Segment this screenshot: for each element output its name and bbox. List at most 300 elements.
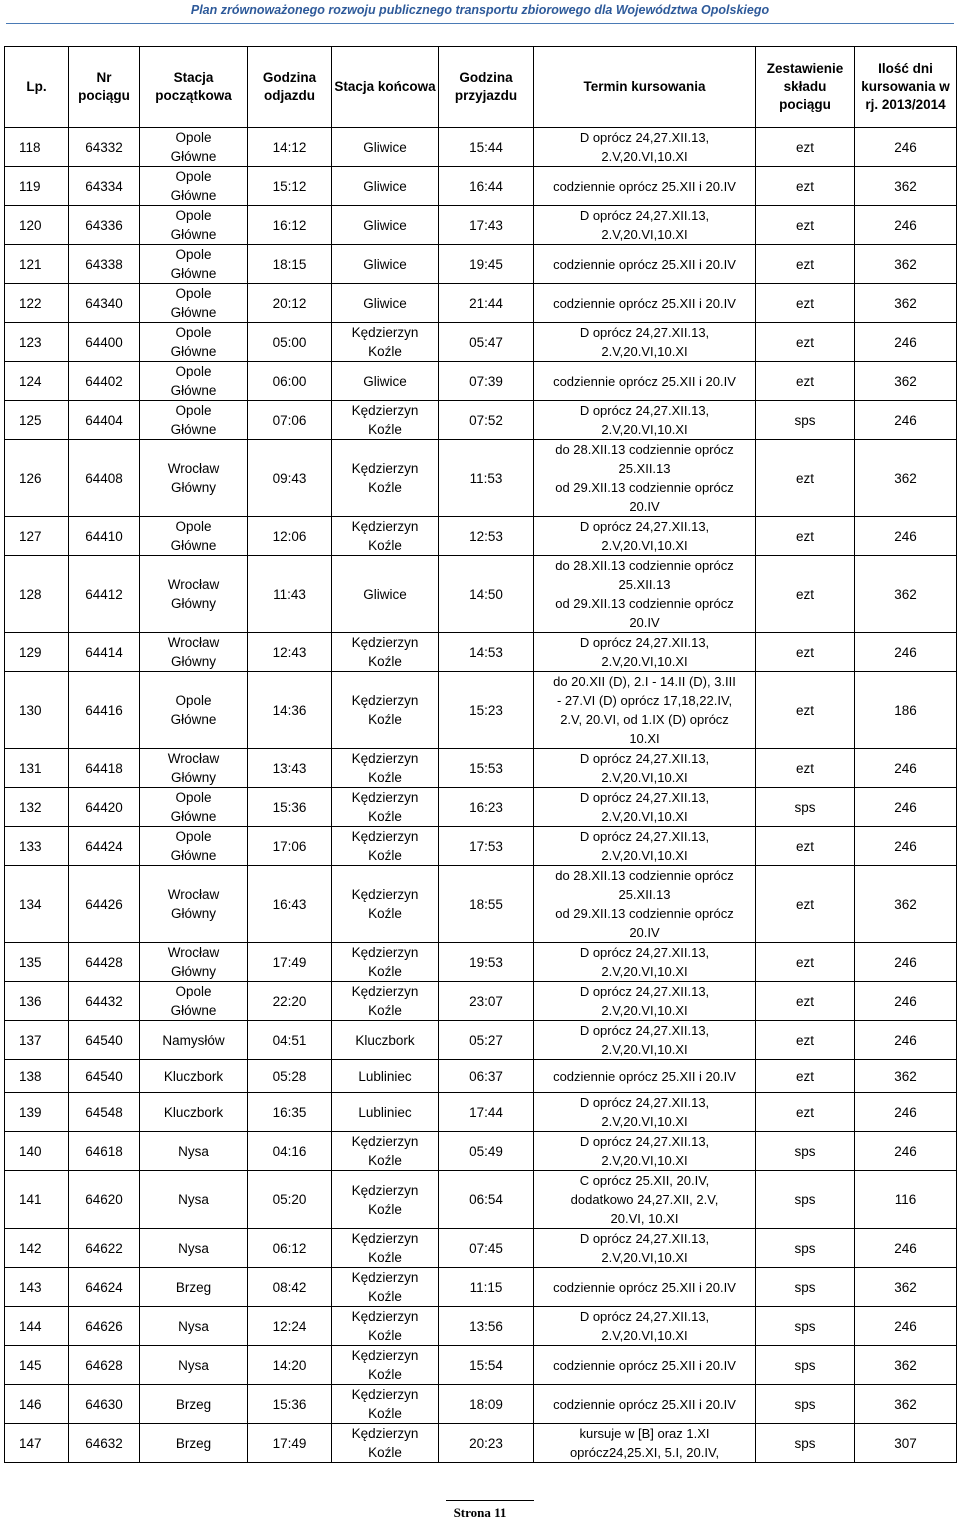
- cell-end-station: [332, 1021, 439, 1060]
- cell-end-station-line: Kędzierzyn: [351, 829, 419, 844]
- cell-train-number: 64626: [69, 1307, 140, 1346]
- cell-lp: 139: [5, 1093, 69, 1132]
- cell-end-station-line: Kędzierzyn: [351, 403, 419, 418]
- cell-end-station: [332, 943, 439, 982]
- cell-start-station-line: Główne: [170, 188, 217, 203]
- cell-end-station-line: Gliwice: [363, 295, 407, 311]
- cell-start-station-line: Główny: [170, 770, 216, 785]
- cell-start-station: [140, 167, 248, 206]
- cell-schedule-terms: [534, 401, 756, 440]
- cell-end-station-line: Koźle: [368, 1289, 402, 1304]
- cell-departure-time: 14:12: [248, 128, 332, 167]
- cell-end-station-line: Koźle: [368, 770, 402, 785]
- cell-departure-time: 15:36: [248, 1385, 332, 1424]
- cell-end-station: [332, 866, 439, 943]
- cell-start-station-line: Opole: [175, 247, 212, 262]
- cell-train-set: ezt: [756, 206, 855, 245]
- page-header-title: Plan zrównoważonego rozwoju publicznego transportu zbiorowego dla Województwa Opolskiego: [190, 3, 770, 17]
- cell-schedule-terms: [534, 128, 756, 167]
- cell-start-station: [140, 517, 248, 556]
- cell-train-set: sps: [756, 788, 855, 827]
- cell-schedule-terms-line: D oprócz 24,27.XII.13,: [579, 984, 710, 999]
- cell-arrival-time: 11:53: [439, 440, 534, 517]
- cell-train-number: 64618: [69, 1132, 140, 1171]
- cell-schedule-terms-line: 2.V,20.VI,10.XI: [601, 149, 688, 164]
- cell-schedule-terms-line: do 28.XII.13 codziennie oprócz: [555, 868, 734, 883]
- cell-departure-time: 16:12: [248, 206, 332, 245]
- cell-lp: 140: [5, 1132, 69, 1171]
- cell-start-station-line: Główne: [170, 848, 217, 863]
- cell-train-set: ezt: [756, 556, 855, 633]
- cell-train-set: sps: [756, 1229, 855, 1268]
- cell-end-station-line: Kędzierzyn: [351, 984, 419, 999]
- cell-schedule-terms: [534, 1385, 756, 1424]
- cell-end-station-line: Lubliniec: [358, 1104, 412, 1120]
- cell-days-count: 362: [855, 362, 957, 401]
- header-lp: Lp.: [5, 47, 69, 128]
- table-row: [5, 1229, 957, 1268]
- cell-days-count: 246: [855, 1093, 957, 1132]
- cell-schedule-terms-line: dodatkowo 24,27.XII, 2.V,: [570, 1192, 719, 1207]
- cell-schedule-terms: [534, 556, 756, 633]
- cell-start-station-line: Wrocław: [167, 945, 220, 960]
- cell-end-station: [332, 440, 439, 517]
- cell-schedule-terms-line: 25.XII.13: [618, 461, 671, 476]
- cell-departure-time: 06:00: [248, 362, 332, 401]
- cell-schedule-terms: [534, 323, 756, 362]
- cell-train-set: sps: [756, 1307, 855, 1346]
- cell-lp: 121: [5, 245, 69, 284]
- cell-departure-time: 08:42: [248, 1268, 332, 1307]
- cell-schedule-terms-line: - 27.VI (D) oprócz 17,18,22.IV,: [556, 693, 733, 708]
- cell-schedule-terms-line: 2.V,20.VI,10.XI: [601, 1114, 688, 1129]
- cell-arrival-time: 05:27: [439, 1021, 534, 1060]
- cell-schedule-terms-line: do 28.XII.13 codziennie oprócz: [555, 442, 734, 457]
- cell-schedule-terms-line: D oprócz 24,27.XII.13,: [579, 1309, 710, 1324]
- cell-schedule-terms: [534, 284, 756, 323]
- header-divider: [6, 23, 954, 24]
- cell-train-set: ezt: [756, 672, 855, 749]
- table-row: [5, 943, 957, 982]
- cell-departure-time: 05:20: [248, 1171, 332, 1229]
- cell-days-count: 246: [855, 1307, 957, 1346]
- cell-schedule-terms-line: codziennie oprócz 25.XII i 20.IV: [553, 1396, 736, 1412]
- page-number: Strona 11: [453, 1505, 507, 1520]
- cell-arrival-time: 17:43: [439, 206, 534, 245]
- cell-end-station: [332, 245, 439, 284]
- cell-end-station-line: Gliwice: [363, 178, 407, 194]
- cell-lp: 133: [5, 827, 69, 866]
- table-header-row: [5, 47, 957, 128]
- cell-days-count: 246: [855, 401, 957, 440]
- cell-start-station-line: Główne: [170, 1003, 217, 1018]
- cell-arrival-time: 07:45: [439, 1229, 534, 1268]
- cell-arrival-time: 11:15: [439, 1268, 534, 1307]
- cell-end-station-line: Koźle: [368, 1201, 402, 1217]
- cell-days-count: 307: [855, 1424, 957, 1463]
- cell-start-station-line: Główne: [170, 383, 217, 398]
- table-row: [5, 866, 957, 943]
- cell-arrival-time: 19:53: [439, 943, 534, 982]
- cell-departure-time: 13:43: [248, 749, 332, 788]
- cell-start-station-line: Główne: [170, 422, 217, 437]
- cell-schedule-terms: [534, 633, 756, 672]
- cell-arrival-time: 06:54: [439, 1171, 534, 1229]
- table-row: [5, 1385, 957, 1424]
- cell-days-count: 362: [855, 440, 957, 517]
- cell-end-station-line: Gliwice: [363, 373, 407, 389]
- cell-end-station-line: Kędzierzyn: [351, 325, 419, 340]
- cell-schedule-terms: [534, 245, 756, 284]
- cell-days-count: 246: [855, 323, 957, 362]
- cell-start-station: [140, 1229, 248, 1268]
- cell-schedule-terms-line: D oprócz 24,27.XII.13,: [579, 208, 710, 223]
- cell-start-station: [140, 827, 248, 866]
- table-row: [5, 788, 957, 827]
- cell-start-station-line: Główny: [170, 480, 216, 495]
- cell-days-count: 362: [855, 167, 957, 206]
- cell-end-station-line: Kędzierzyn: [351, 1270, 419, 1285]
- cell-end-station-line: Gliwice: [363, 256, 407, 272]
- cell-end-station-line: Kędzierzyn: [351, 790, 419, 805]
- table-row: [5, 1060, 957, 1093]
- cell-start-station-line: Nysa: [178, 1240, 209, 1256]
- cell-start-station: [140, 1424, 248, 1463]
- cell-departure-time: 16:43: [248, 866, 332, 943]
- cell-start-station: [140, 556, 248, 633]
- cell-end-station-line: Koźle: [368, 480, 402, 495]
- cell-days-count: 246: [855, 517, 957, 556]
- table-row: [5, 167, 957, 206]
- cell-arrival-time: 21:44: [439, 284, 534, 323]
- cell-days-count: 362: [855, 245, 957, 284]
- cell-start-station-line: Główny: [170, 596, 216, 611]
- cell-end-station-line: Lubliniec: [358, 1068, 412, 1084]
- cell-start-station: [140, 1021, 248, 1060]
- cell-arrival-time: 15:44: [439, 128, 534, 167]
- cell-days-count: 246: [855, 827, 957, 866]
- cell-schedule-terms-line: 25.XII.13: [618, 887, 671, 902]
- cell-start-station-line: Opole: [175, 325, 212, 340]
- cell-arrival-time: 18:55: [439, 866, 534, 943]
- cell-lp: 129: [5, 633, 69, 672]
- cell-start-station-line: Brzeg: [175, 1279, 212, 1295]
- cell-schedule-terms: [534, 866, 756, 943]
- cell-schedule-terms-line: codziennie oprócz 25.XII i 20.IV: [553, 1068, 736, 1084]
- cell-departure-time: 14:20: [248, 1346, 332, 1385]
- cell-schedule-terms-line: D oprócz 24,27.XII.13,: [579, 829, 710, 844]
- cell-schedule-terms-line: 2.V,20.VI,10.XI: [601, 770, 688, 785]
- cell-start-station: [140, 206, 248, 245]
- cell-departure-time: 17:49: [248, 1424, 332, 1463]
- cell-schedule-terms-line: 2.V,20.VI,10.XI: [601, 227, 688, 242]
- cell-days-count: 362: [855, 556, 957, 633]
- cell-start-station: [140, 1060, 248, 1093]
- cell-end-station-line: Koźle: [368, 1445, 402, 1460]
- cell-end-station-line: Koźle: [368, 1367, 402, 1382]
- cell-train-set: ezt: [756, 323, 855, 362]
- cell-lp: 118: [5, 128, 69, 167]
- cell-schedule-terms-line: od 29.XII.13 codziennie oprócz: [555, 480, 734, 495]
- cell-train-set: ezt: [756, 1060, 855, 1093]
- cell-start-station: [140, 1132, 248, 1171]
- cell-lp: 143: [5, 1268, 69, 1307]
- cell-end-station: [332, 1307, 439, 1346]
- cell-end-station-line: Kędzierzyn: [351, 751, 419, 766]
- cell-schedule-terms-line: 2.V,20.VI,10.XI: [601, 654, 688, 669]
- cell-start-station-line: Główne: [170, 305, 217, 320]
- cell-schedule-terms-line: 20.IV: [629, 615, 660, 630]
- cell-lp: 135: [5, 943, 69, 982]
- cell-departure-time: 12:43: [248, 633, 332, 672]
- cell-end-station-line: Kędzierzyn: [351, 693, 419, 708]
- cell-schedule-terms-line: 2.V,20.VI,10.XI: [601, 538, 688, 553]
- cell-train-number: 64404: [69, 401, 140, 440]
- cell-start-station-line: Opole: [175, 693, 212, 708]
- cell-end-station-line: Koźle: [368, 1003, 402, 1018]
- table-row: [5, 1093, 957, 1132]
- cell-train-number: 64630: [69, 1385, 140, 1424]
- cell-start-station: [140, 672, 248, 749]
- cell-end-station-line: Kluczbork: [355, 1032, 415, 1048]
- cell-lp: 142: [5, 1229, 69, 1268]
- header-end-station: Stacja końcowa: [332, 47, 439, 128]
- cell-train-number: 64412: [69, 556, 140, 633]
- cell-start-station: [140, 128, 248, 167]
- cell-start-station-line: Opole: [175, 364, 212, 379]
- cell-schedule-terms-line: D oprócz 24,27.XII.13,: [579, 130, 710, 145]
- cell-arrival-time: 20:23: [439, 1424, 534, 1463]
- table-row: [5, 284, 957, 323]
- cell-start-station: [140, 749, 248, 788]
- cell-train-number: 64332: [69, 128, 140, 167]
- cell-schedule-terms: [534, 827, 756, 866]
- cell-start-station-line: Kluczbork: [163, 1104, 224, 1120]
- cell-end-station-line: Gliwice: [363, 586, 407, 602]
- cell-start-station-line: Opole: [175, 829, 212, 844]
- table-row: [5, 440, 957, 517]
- cell-departure-time: 15:12: [248, 167, 332, 206]
- cell-train-set: sps: [756, 401, 855, 440]
- cell-train-set: ezt: [756, 284, 855, 323]
- cell-train-set: ezt: [756, 749, 855, 788]
- cell-lp: 136: [5, 982, 69, 1021]
- cell-schedule-terms-line: codziennie oprócz 25.XII i 20.IV: [553, 373, 736, 389]
- cell-end-station-line: Kędzierzyn: [351, 635, 419, 650]
- cell-train-number: 64420: [69, 788, 140, 827]
- cell-departure-time: 05:00: [248, 323, 332, 362]
- table-row: [5, 982, 957, 1021]
- cell-schedule-terms-line: 20.IV: [629, 499, 660, 514]
- cell-train-number: 64426: [69, 866, 140, 943]
- cell-train-number: 64416: [69, 672, 140, 749]
- cell-train-set: ezt: [756, 1093, 855, 1132]
- cell-train-number: 64628: [69, 1346, 140, 1385]
- cell-schedule-terms-line: oprócz24,25.XI, 5.I, 20.IV,: [569, 1445, 720, 1460]
- cell-end-station-line: Kędzierzyn: [351, 1309, 419, 1324]
- cell-end-station-line: Kędzierzyn: [351, 1387, 419, 1402]
- cell-end-station-line: Koźle: [368, 848, 402, 863]
- cell-end-station-line: Koźle: [368, 712, 402, 727]
- cell-lp: 130: [5, 672, 69, 749]
- cell-end-station-line: Gliwice: [363, 139, 407, 155]
- cell-train-number: 64400: [69, 323, 140, 362]
- table-row: [5, 1021, 957, 1060]
- cell-schedule-terms-line: 2.V,20.VI,10.XI: [601, 1003, 688, 1018]
- cell-start-station-line: Główny: [170, 964, 216, 979]
- cell-schedule-terms: [534, 749, 756, 788]
- cell-days-count: 246: [855, 633, 957, 672]
- cell-end-station-line: Koźle: [368, 654, 402, 669]
- cell-train-number: 64334: [69, 167, 140, 206]
- header-schedule-terms: Termin kursowania: [534, 47, 756, 128]
- cell-end-station: [332, 323, 439, 362]
- table-row: [5, 1268, 957, 1307]
- cell-schedule-terms-line: 2.V,20.VI,10.XI: [601, 809, 688, 824]
- cell-schedule-terms: [534, 206, 756, 245]
- cell-end-station: [332, 1385, 439, 1424]
- cell-days-count: 246: [855, 788, 957, 827]
- table-row: [5, 1307, 957, 1346]
- cell-end-station-line: Koźle: [368, 964, 402, 979]
- cell-departure-time: 17:06: [248, 827, 332, 866]
- cell-lp: 137: [5, 1021, 69, 1060]
- cell-arrival-time: 06:37: [439, 1060, 534, 1093]
- cell-arrival-time: 13:56: [439, 1307, 534, 1346]
- cell-days-count: 246: [855, 128, 957, 167]
- cell-start-station-line: Opole: [175, 403, 212, 418]
- cell-end-station-line: Kędzierzyn: [351, 1231, 419, 1246]
- cell-departure-time: 15:36: [248, 788, 332, 827]
- cell-lp: 145: [5, 1346, 69, 1385]
- cell-start-station-line: Wrocław: [167, 461, 220, 476]
- cell-schedule-terms: [534, 943, 756, 982]
- cell-arrival-time: 14:50: [439, 556, 534, 633]
- cell-schedule-terms-line: 2.V,20.VI,10.XI: [601, 344, 688, 359]
- cell-end-station-line: Koźle: [368, 422, 402, 437]
- cell-end-station: [332, 749, 439, 788]
- cell-end-station: [332, 788, 439, 827]
- cell-schedule-terms: [534, 1021, 756, 1060]
- cell-end-station-line: Koźle: [368, 344, 402, 359]
- cell-lp: 146: [5, 1385, 69, 1424]
- cell-end-station: [332, 633, 439, 672]
- cell-start-station-line: Główne: [170, 344, 217, 359]
- cell-start-station-line: Opole: [175, 519, 212, 534]
- cell-schedule-terms: [534, 440, 756, 517]
- cell-schedule-terms-line: do 20.XII (D), 2.I - 14.II (D), 3.III: [553, 674, 736, 689]
- cell-days-count: 362: [855, 1268, 957, 1307]
- cell-departure-time: 12:24: [248, 1307, 332, 1346]
- cell-days-count: 362: [855, 866, 957, 943]
- cell-start-station: [140, 866, 248, 943]
- cell-lp: 122: [5, 284, 69, 323]
- cell-arrival-time: 07:52: [439, 401, 534, 440]
- cell-start-station-line: Wrocław: [167, 635, 220, 650]
- cell-days-count: 362: [855, 284, 957, 323]
- cell-train-number: 64540: [69, 1021, 140, 1060]
- cell-end-station-line: Kędzierzyn: [351, 461, 419, 476]
- cell-schedule-terms-line: 20.IV: [629, 925, 660, 940]
- cell-departure-time: 12:06: [248, 517, 332, 556]
- cell-schedule-terms-line: 2.V,20.VI,10.XI: [601, 1042, 688, 1057]
- cell-schedule-terms-line: D oprócz 24,27.XII.13,: [579, 1231, 710, 1246]
- cell-schedule-terms: [534, 1268, 756, 1307]
- table-row: [5, 206, 957, 245]
- table-row: [5, 401, 957, 440]
- cell-days-count: 362: [855, 1385, 957, 1424]
- cell-start-station-line: Brzeg: [175, 1435, 212, 1451]
- cell-schedule-terms-line: D oprócz 24,27.XII.13,: [579, 325, 710, 340]
- cell-schedule-terms-line: D oprócz 24,27.XII.13,: [579, 790, 710, 805]
- cell-train-set: ezt: [756, 517, 855, 556]
- cell-days-count: 362: [855, 1346, 957, 1385]
- cell-arrival-time: 15:23: [439, 672, 534, 749]
- cell-start-station: [140, 1346, 248, 1385]
- cell-departure-time: 04:51: [248, 1021, 332, 1060]
- cell-schedule-terms-line: 2.V,20.VI,10.XI: [601, 422, 688, 437]
- cell-start-station-line: Główny: [170, 906, 216, 921]
- cell-schedule-terms: [534, 167, 756, 206]
- cell-train-number: 64632: [69, 1424, 140, 1463]
- cell-train-set: sps: [756, 1132, 855, 1171]
- cell-train-number: 64338: [69, 245, 140, 284]
- cell-schedule-terms-line: 2.V,20.VI,10.XI: [601, 1250, 688, 1265]
- cell-end-station: [332, 982, 439, 1021]
- cell-schedule-terms-line: codziennie oprócz 25.XII i 20.IV: [553, 1357, 736, 1373]
- cell-arrival-time: 15:53: [439, 749, 534, 788]
- cell-train-number: 64424: [69, 827, 140, 866]
- cell-end-station: [332, 1424, 439, 1463]
- cell-end-station-line: Koźle: [368, 906, 402, 921]
- cell-lp: 147: [5, 1424, 69, 1463]
- cell-arrival-time: 17:44: [439, 1093, 534, 1132]
- table-row: [5, 1424, 957, 1463]
- cell-train-number: 64414: [69, 633, 140, 672]
- cell-train-number: 64336: [69, 206, 140, 245]
- cell-start-station: [140, 943, 248, 982]
- cell-schedule-terms-line: D oprócz 24,27.XII.13,: [579, 1095, 710, 1110]
- cell-days-count: 246: [855, 1021, 957, 1060]
- cell-start-station-line: Wrocław: [167, 887, 220, 902]
- cell-start-station: [140, 1385, 248, 1424]
- cell-start-station-line: Kluczbork: [163, 1068, 224, 1084]
- cell-departure-time: 17:49: [248, 943, 332, 982]
- cell-schedule-terms: [534, 982, 756, 1021]
- cell-lp: 132: [5, 788, 69, 827]
- cell-arrival-time: 05:49: [439, 1132, 534, 1171]
- cell-schedule-terms: [534, 517, 756, 556]
- cell-start-station: [140, 982, 248, 1021]
- table-row: [5, 323, 957, 362]
- cell-days-count: 246: [855, 1132, 957, 1171]
- cell-end-station: [332, 556, 439, 633]
- cell-schedule-terms-line: C oprócz 25.XII, 20.IV,: [579, 1173, 710, 1188]
- cell-departure-time: 20:12: [248, 284, 332, 323]
- cell-arrival-time: 17:53: [439, 827, 534, 866]
- header-train-number: Nr pociągu: [69, 47, 140, 128]
- cell-end-station: [332, 1171, 439, 1229]
- cell-train-set: sps: [756, 1385, 855, 1424]
- cell-days-count: 362: [855, 1060, 957, 1093]
- cell-train-set: ezt: [756, 167, 855, 206]
- cell-schedule-terms-line: 2.V, 20.VI, od 1.IX (D) oprócz: [560, 712, 729, 727]
- cell-schedule-terms: [534, 788, 756, 827]
- cell-start-station: [140, 1307, 248, 1346]
- cell-train-number: 64402: [69, 362, 140, 401]
- cell-train-number: 64408: [69, 440, 140, 517]
- cell-train-set: ezt: [756, 245, 855, 284]
